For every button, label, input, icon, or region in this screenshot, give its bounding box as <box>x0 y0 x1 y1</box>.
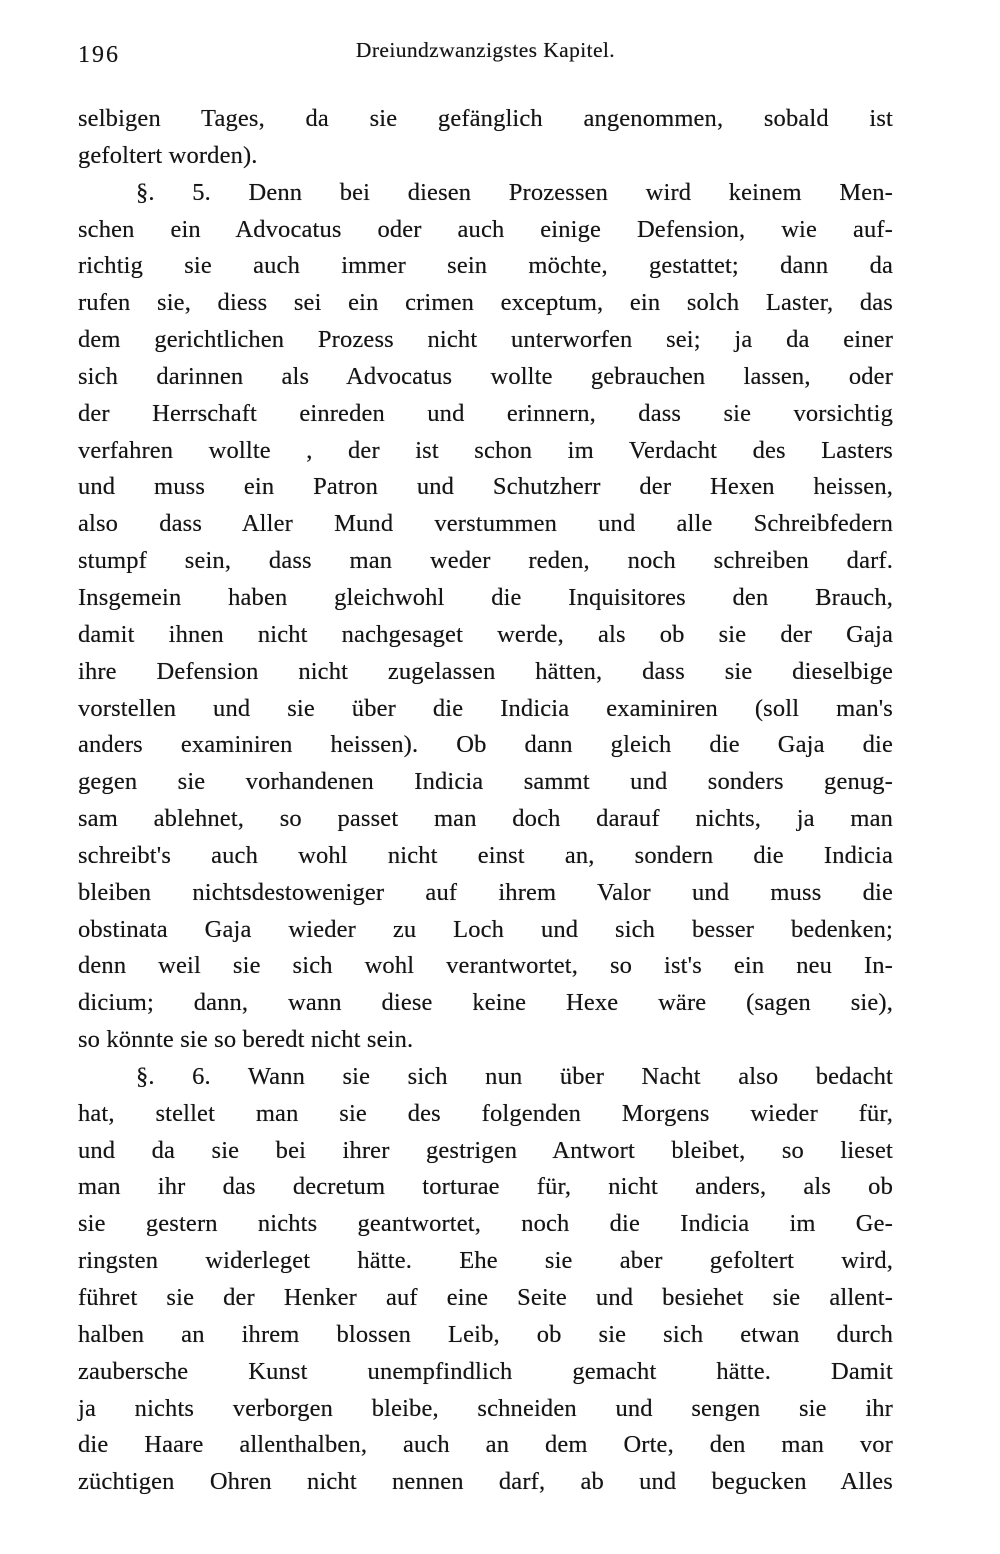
text-line: obstinata Gaja wieder zu Loch und sich besser bedenken; <box>78 915 893 943</box>
text-line: damit ihnen nicht nachgesaget werde, als ob sie der Gaja <box>78 620 893 648</box>
text-line: halben an ihrem blossen Leib, ob sie sich etwan durch <box>78 1320 893 1348</box>
text-line: ringsten widerleget hätte. Ehe sie aber gefoltert wird, <box>78 1247 893 1275</box>
text-line: sie gestern nichts geantwortet, noch die Indicia im Ge- <box>78 1210 893 1238</box>
text-line: so könnte sie so beredt nicht sein. <box>78 1026 414 1054</box>
text-line: züchtigen Ohren nicht nennen darf, ab und begucken Alles <box>78 1468 893 1496</box>
text-line: richtig sie auch immer sein möchte, gestattet; dann da <box>78 252 893 280</box>
text-line: anders examiniren heissen). Ob dann gleich die Gaja die <box>78 731 893 759</box>
text-line: gegen sie vorhandenen Indicia sammt und sonders genug- <box>78 768 893 796</box>
text-line: verfahren wollte , der ist schon im Verdacht des Lasters <box>78 436 893 464</box>
text-line: Insgemein haben gleichwohl die Inquisitores den Brauch, <box>78 583 893 611</box>
text-line: §. 6. Wann sie sich nun über Nacht also bedacht <box>136 1062 893 1090</box>
text-line: vorstellen und sie über die Indicia examiniren (soll man's <box>78 694 893 722</box>
page-number: 196 <box>78 42 120 68</box>
text-line: sam ablehnet, so passet man doch darauf nichts, ja man <box>78 805 893 833</box>
text-line: dem gerichtlichen Prozess nicht unterworfen sei; ja da einer <box>78 326 893 354</box>
text-line: hat, stellet man sie des folgenden Morgens wieder für, <box>78 1099 893 1127</box>
text-line: selbigen Tages, da sie gefänglich angenommen, sobald ist <box>78 105 893 132</box>
chapter-title: Dreiundzwanzigstes Kapitel. <box>355 38 616 62</box>
text-line: führet sie der Henker auf eine Seite und besiehet sie allent- <box>78 1284 893 1311</box>
text-line: sich darinnen als Advocatus wollte gebrauchen lassen, oder <box>78 362 893 390</box>
text-line: und da sie bei ihrer gestrigen Antwort bleibet, so lieset <box>78 1136 893 1164</box>
text-line: zaubersche Kunst unempfindlich gemacht hätte. Damit <box>78 1357 893 1385</box>
text-line: der Herrschaft einreden und erinnern, dass sie vorsichtig <box>78 399 893 427</box>
text-line: gefoltert worden). <box>78 141 258 169</box>
text-line: man ihr das decretum torturae für, nicht anders, als ob <box>78 1173 893 1201</box>
text-line: rufen sie, diess sei ein crimen exceptum, ein solch Laster, das <box>78 289 893 317</box>
text-line: bleiben nichtsdestoweniger auf ihrem Valor und muss die <box>78 878 893 906</box>
text-body <box>78 101 893 1501</box>
text-line: schreibt's auch wohl nicht einst an, sondern die Indicia <box>78 841 893 869</box>
text-line: die Haare allenthalben, auch an dem Orte, den man vor <box>78 1431 893 1459</box>
text-line: denn weil sie sich wohl verantwortet, so ist's ein neu In- <box>78 952 893 980</box>
running-header <box>78 36 893 76</box>
text-line: §. 5. Denn bei diesen Prozessen wird keinem Men- <box>136 178 893 206</box>
text-line: und muss ein Patron und Schutzherr der Hexen heissen, <box>78 473 893 501</box>
text-line: also dass Aller Mund verstummen und alle Schreibfedern <box>78 510 893 538</box>
text-line: ja nichts verborgen bleibe, schneiden und sengen sie ihr <box>78 1394 893 1422</box>
text-line: schen ein Advocatus oder auch einige Defension, wie auf- <box>78 215 893 243</box>
text-line: ihre Defension nicht zugelassen hätten, dass sie dieselbige <box>78 657 893 685</box>
text-line: stumpf sein, dass man weder reden, noch schreiben darf. <box>78 547 893 575</box>
text-line: dicium; dann, wann diese keine Hexe wäre (sagen sie), <box>78 989 893 1017</box>
